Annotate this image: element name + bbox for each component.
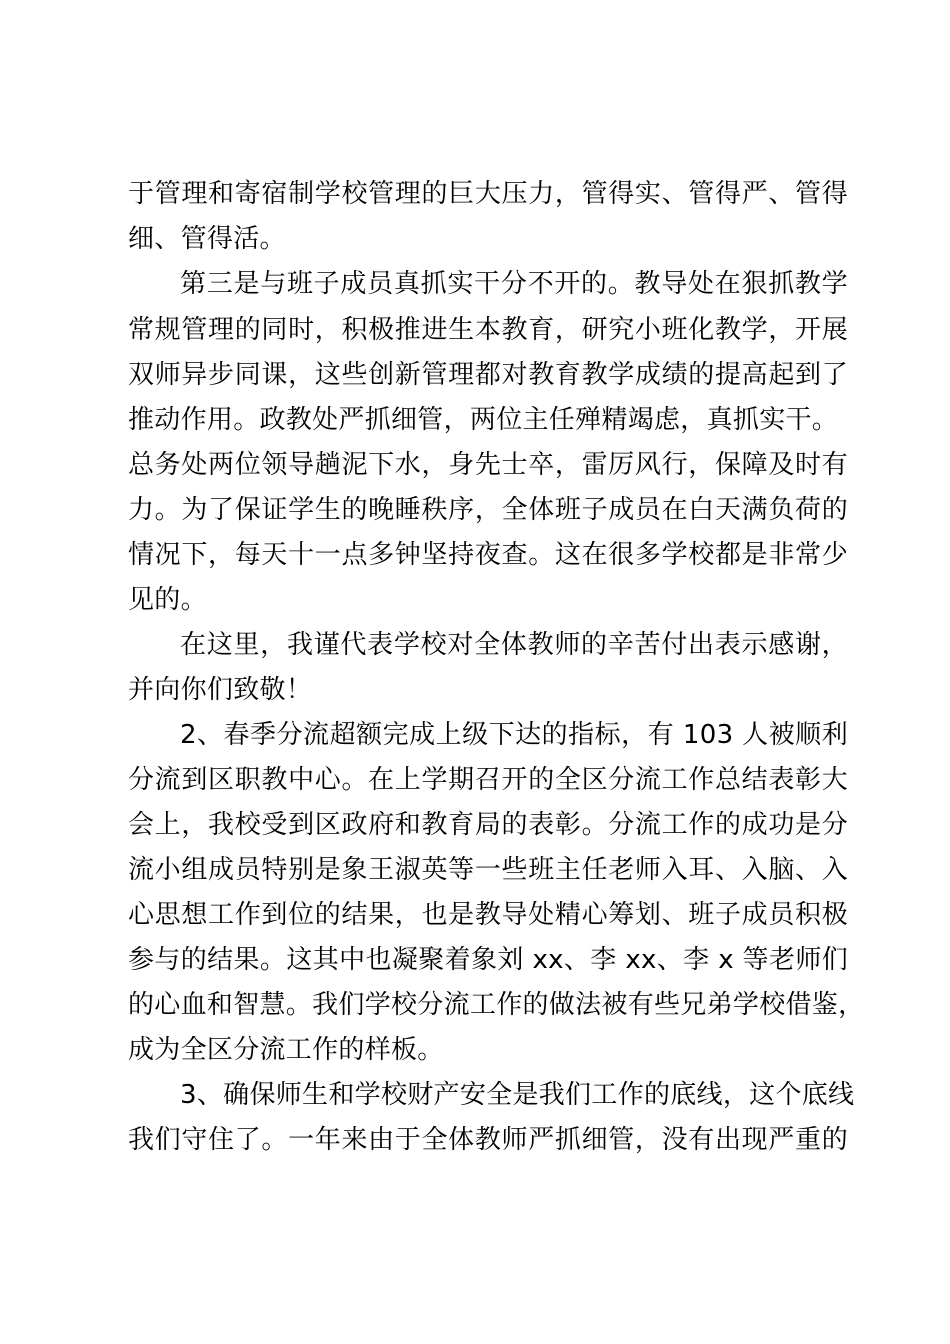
- text-line: 分流到区职教中心。在上学期召开的全区分流工作总结表彰大: [128, 765, 848, 795]
- text-line: 在这里，我谨代表学校对全体教师的辛苦付出表示感谢，: [180, 630, 848, 660]
- text-line: 的心血和智慧。我们学校分流工作的做法被有些兄弟学校借鉴，: [128, 990, 865, 1020]
- text-line: 2、春季分流超额完成上级下达的指标，有 103 人被顺利: [180, 720, 848, 750]
- text-line: 我们守住了。一年来由于全体教师严抓细管，没有出现严重的: [128, 1125, 848, 1155]
- text-line: 心思想工作到位的结果，也是教导处精心筹划、班子成员积极: [128, 900, 848, 930]
- text-line: 流小组成员特别是象王淑英等一些班主任老师入耳、入脑、入: [128, 855, 848, 885]
- text-line: 双师异步同课，这些创新管理都对教育教学成绩的提高起到了: [128, 360, 848, 390]
- text-line: 见的。: [128, 585, 207, 615]
- text-line: 成为全区分流工作的样板。: [128, 1035, 444, 1065]
- text-line: 情况下，每天十一点多钟坚持夜查。这在很多学校都是非常少: [128, 540, 848, 570]
- text-line: 细、管得活。: [128, 224, 286, 254]
- text-line: 常规管理的同时，积极推进生本教育，研究小班化教学，开展: [128, 315, 848, 345]
- text-line: 于管理和寄宿制学校管理的巨大压力，管得实、管得严、管得: [128, 179, 848, 209]
- text-line: 参与的结果。这其中也凝聚着象刘 xx、李 xx、李 x 等老师们: [128, 945, 848, 975]
- text-line: 3、确保师生和学校财产安全是我们工作的底线，这个底线: [180, 1080, 855, 1110]
- text-line: 会上，我校受到区政府和教育局的表彰。分流工作的成功是分: [128, 810, 848, 840]
- text-line: 第三是与班子成员真抓实干分不开的。教导处在狠抓教学: [180, 269, 848, 299]
- text-line: 推动作用。政教处严抓细管，两位主任殚精竭虑，真抓实干。: [128, 405, 839, 435]
- text-line: 力。为了保证学生的晚睡秩序，全体班子成员在白天满负荷的: [128, 495, 848, 525]
- text-line: 并向你们致敬！: [128, 675, 313, 705]
- text-line: 总务处两位领导趟泥下水，身先士卒，雷厉风行，保障及时有: [128, 450, 848, 480]
